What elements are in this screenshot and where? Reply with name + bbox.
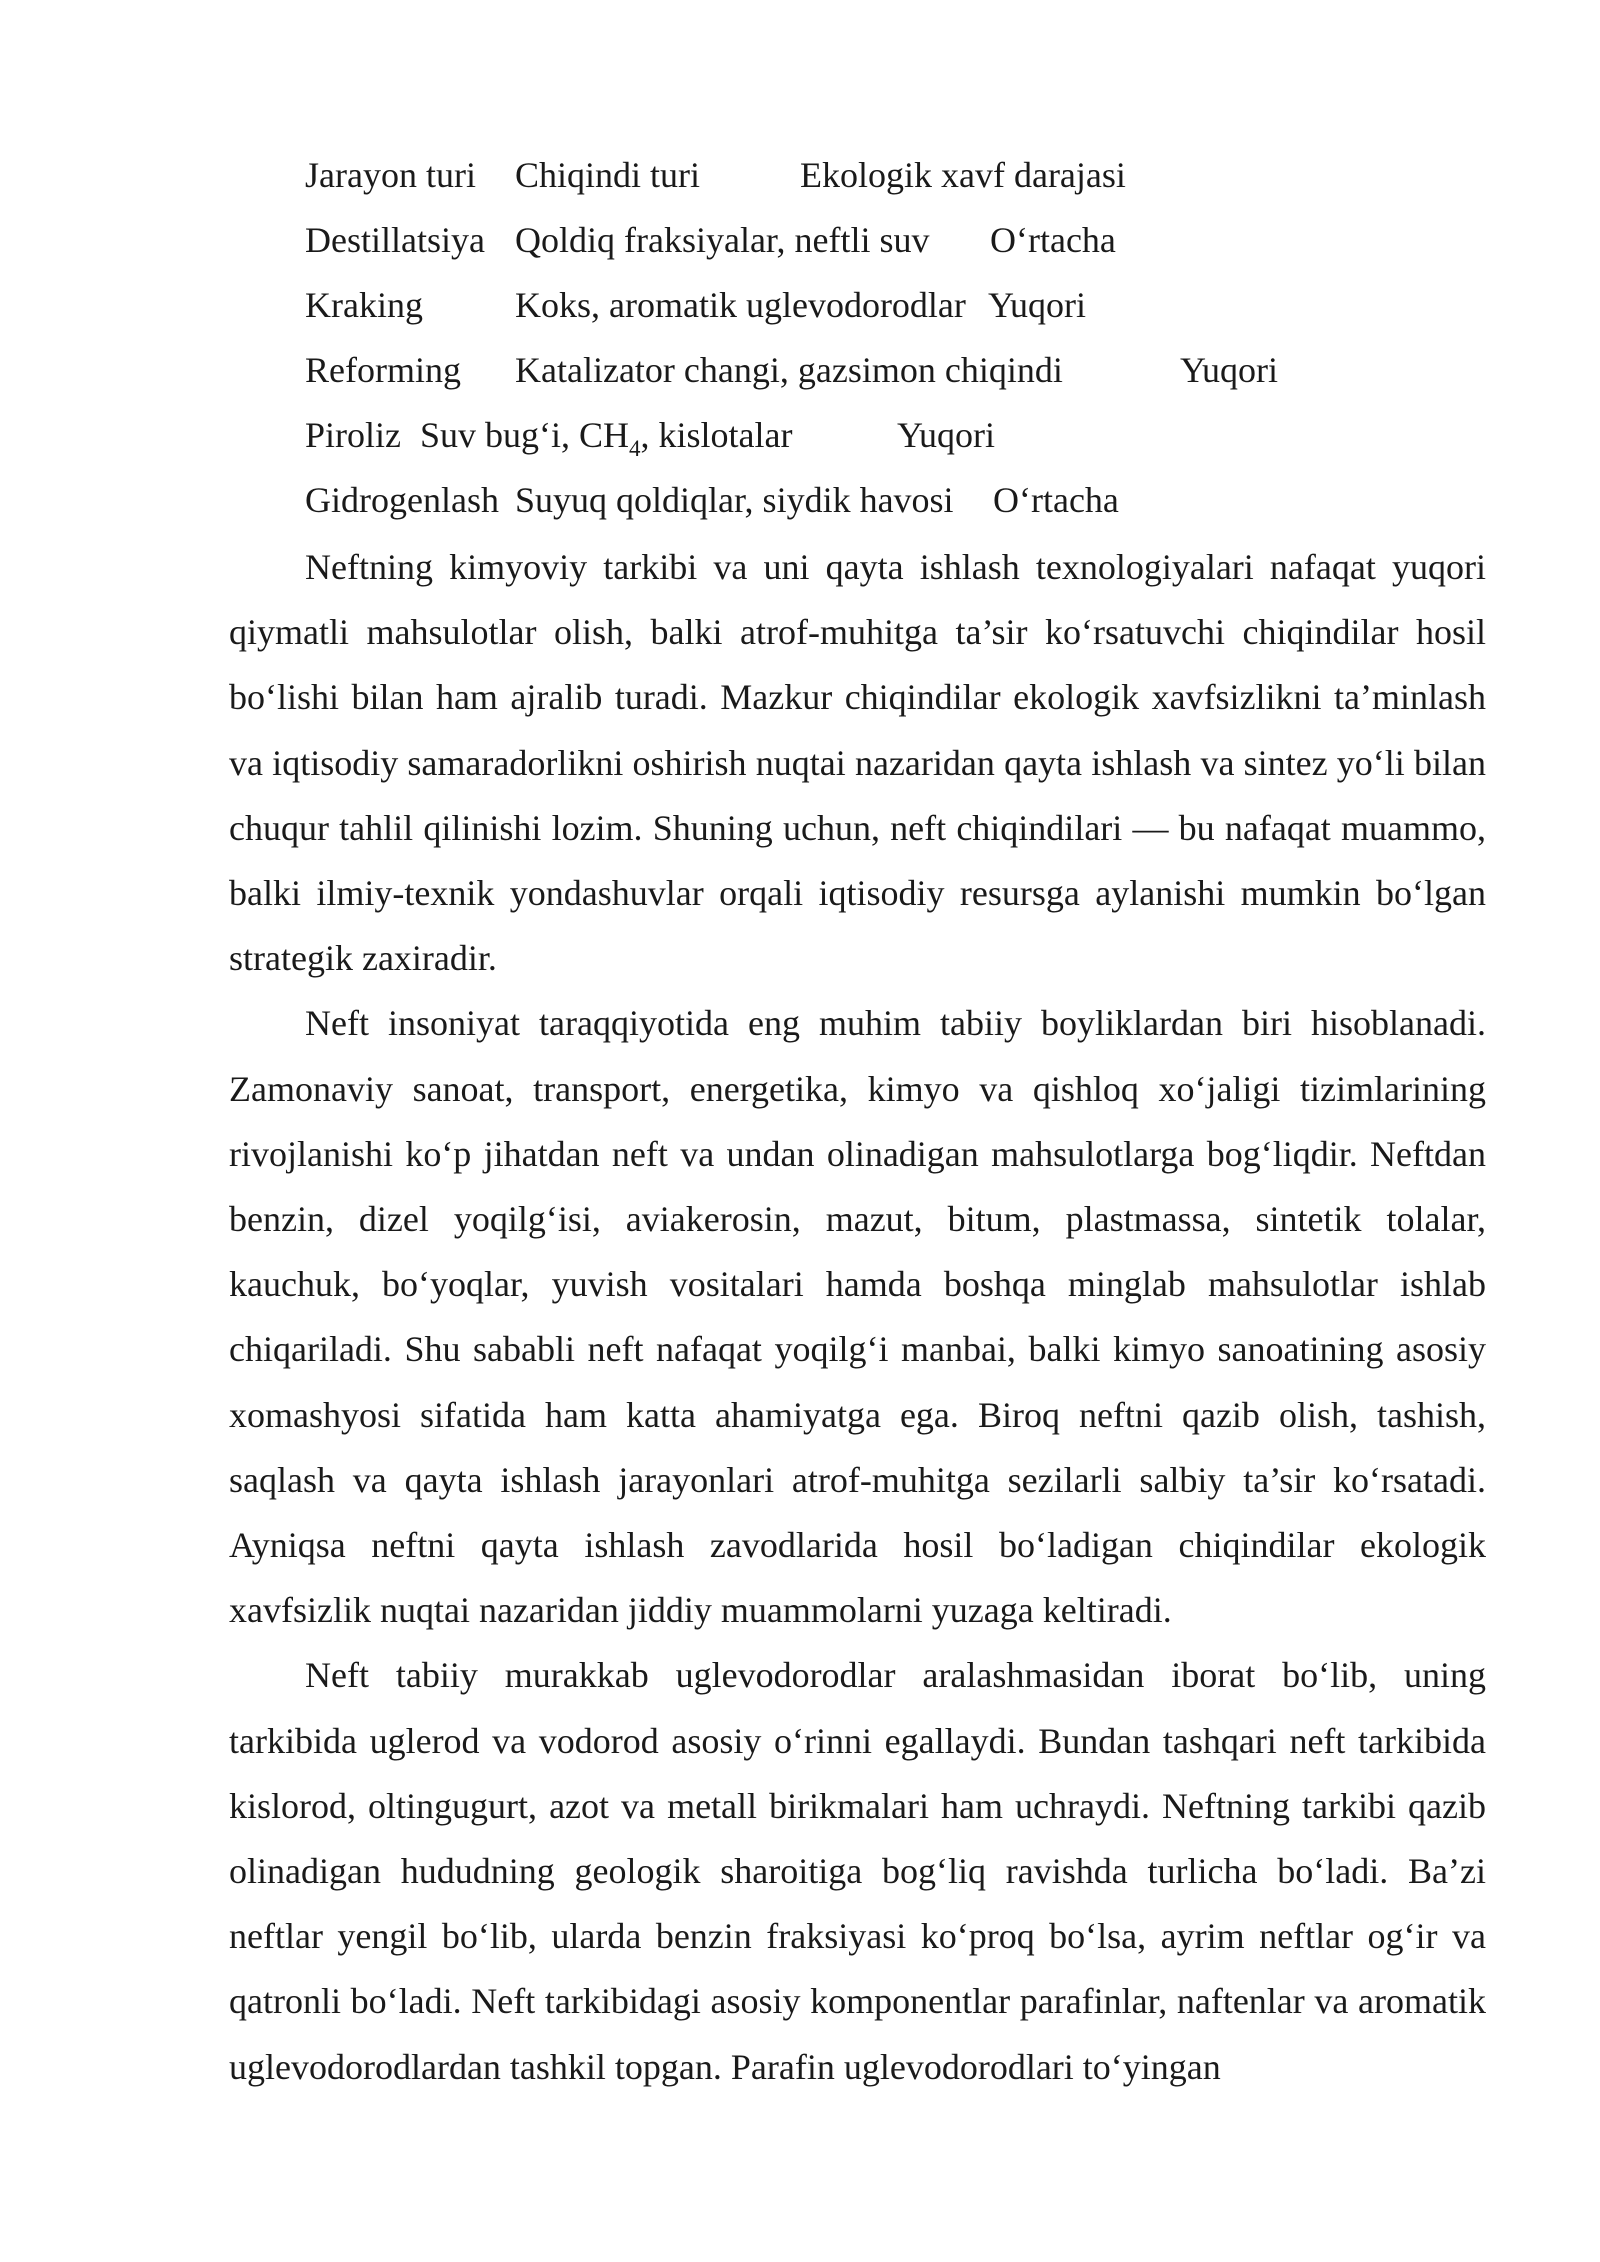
body-text xyxy=(229,535,1486,2100)
table-cell-process: Reforming xyxy=(305,350,461,390)
paragraph: Neftning kimyoviy tarkibi va uni qayta ishlash texnologiyalari nafaqat yuqori qiymatli mahsulotlar olish, balki atrof-muhitga ta’sir ko‘rsatuvchi chiqindilar hosil bo‘lishi bilan ham ajralib turadi. Mazkur chiqindilar ekologik xavfsizlikni ta’minlash va iqtisodiy samaradorlikni oshirish nuqtai nazaridan qayta ishlash va sintez yo‘li bilan chuqur tahlil qilinishi lozim. Shuning uchun, neft chiqindilari — bu nafaqat muammo, balki ilmiy-texnik yondashuvlar orqali iqtisodiy resursga aylanishi mumkin bo‘lgan strategik zaxiradir. xyxy=(229,547,1486,979)
subscript: 4 xyxy=(629,436,641,461)
table-cell-risk: Yuqori xyxy=(897,415,995,455)
table-cell-risk: O‘rtacha xyxy=(990,220,1116,260)
table-cell-risk: Yuqori xyxy=(988,285,1086,325)
table-cell-waste: Qoldiq fraksiyalar, neftli suv xyxy=(515,220,930,260)
table-header-cell: Jarayon turi xyxy=(305,155,476,195)
table-cell-process: Gidrogenlash xyxy=(305,480,499,520)
table-cell-process: Kraking xyxy=(305,285,423,325)
table-row xyxy=(0,412,1600,477)
table-cell-waste: Katalizator changi, gazsimon chiqindi xyxy=(515,350,1063,390)
table-cell-risk: Yuqori xyxy=(1180,350,1278,390)
paragraph: Neft tabiiy murakkab uglevodorodlar aralashmasidan iborat bo‘lib, uning tarkibida uglerod va vodorod asosiy o‘rinni egallaydi. Bundan tashqari neft tarkibida kislorod, oltingugurt, azot va metall birikmalari ham uchraydi. Neftning tarkibi qazib olinadigan hududning geologik sharoitiga bog‘liq ravishda turlicha bo‘ladi. Ba’zi neftlar yengil bo‘lib, ularda benzin fraksiyasi ko‘proq bo‘lsa, ayrim neftlar og‘ir va qatronli bo‘ladi. Neft tarkibidagi asosiy komponentlar parafinlar, naftenlar va aromatik uglevodorodlardan tashkil topgan. Parafin uglevodorodlari to‘yingan xyxy=(229,1655,1486,2087)
table-cell-waste: Suv bug‘i, $CH_4$, kislotalar xyxy=(420,415,793,461)
paragraph: Neft insoniyat taraqqiyotida eng muhim tabiiy boyliklardan biri hisoblanadi. Zamonaviy sanoat, transport, energetika, kimyo va qishloq xo‘jaligi tizimlarining rivojlanishi ko‘p jihatdan neft va undan olinadigan mahsulotlarga bog‘liqdir. Neftdan benzin, dizel yoqilg‘isi, aviakerosin, mazut, bitum, plastmassa, sintetik tolalar, kauchuk, bo‘yoqlar, yuvish vositalari hamda boshqa minglab mahsulotlar ishlab chiqariladi. Shu sababli neft nafaqat yoqilg‘i manbai, balki kimyo sanoatining asosiy xomashyosi sifatida ham katta ahamiyatga ega. Biroq neftni qazib olish, tashish, saqlash va qayta ishlash jarayonlari atrof-muhitga sezilarli salbiy ta’sir ko‘rsatadi. Ayniqsa neftni qayta ishlash zavodlarida hosil bo‘ladigan chiqindilar ekologik xavfsizlik nuqtai nazaridan jiddiy muammolarni yuzaga keltiradi. xyxy=(229,1003,1486,1631)
table-row xyxy=(0,282,1600,347)
table-cell-waste: Koks, aromatik uglevodorodlar xyxy=(515,285,966,325)
table-cell-risk: O‘rtacha xyxy=(993,480,1119,520)
table-cell-waste: Suyuq qoldiqlar, siydik havosi xyxy=(515,480,954,520)
table-cell-process: Piroliz xyxy=(305,415,401,455)
table-row xyxy=(0,217,1600,282)
table-row xyxy=(0,347,1600,412)
table-header-cell: Chiqindi turi xyxy=(515,155,701,195)
table-header-cell: Ekologik xavf darajasi xyxy=(800,155,1126,195)
table-header-row xyxy=(0,152,1600,217)
table-cell-process: Destillatsiya xyxy=(305,220,485,260)
table-row xyxy=(0,477,1600,542)
